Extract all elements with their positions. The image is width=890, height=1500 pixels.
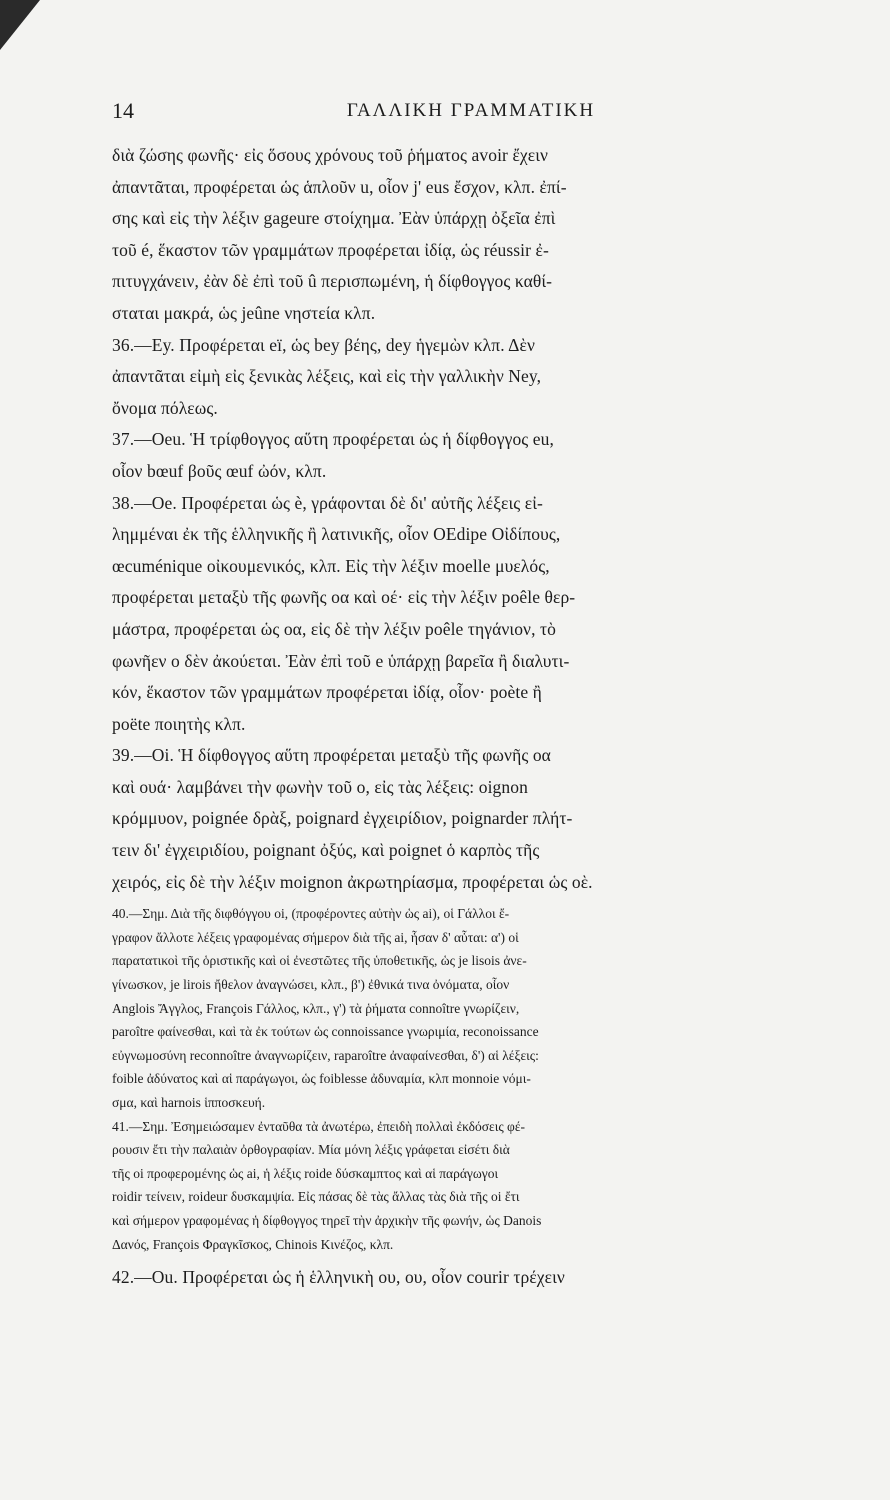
text-line: 39.—Oi. Ἡ δίφθογγος αὕτη προφέρεται μεταξὺ τῆς φωνῆς οα — [112, 745, 551, 766]
text-line: τειν δι' ἐγχειριδίου, poignant ὀξύς, καὶ poignet ὁ καρπὸς τῆς — [112, 840, 540, 861]
text-line: διὰ ζώσης φωνῆς· εἰς ὅσους χρόνους τοῦ ῥήματος avoir ἔχειν — [112, 145, 549, 165]
note-line: γίνωσκον, je lirois ἤθελον ἀναγνώσει, κλπ., β') ἐθνικά τινα ὀνόματα, οἷον — [112, 977, 510, 993]
page-number: 14 — [112, 98, 134, 123]
text-line: 37.—Oeu. Ἡ τρίφθογγος αὕτη προφέρεται ὡς ἡ δίφθογγος eu, — [112, 429, 554, 450]
note-line: γραφον ἄλλοτε λέξεις γραφομένας σήμερον διὰ τῆς ai, ἦσαν δ' αὗται: α') οἱ — [112, 929, 519, 945]
note-line: foible ἀδύνατος καὶ αἱ παράγωγοι, ὡς foiblesse ἀδυναμία, κλπ monnoie νόμι- — [112, 1071, 531, 1087]
text-line: μάστρα, προφέρεται ὡς οα, εἰς δὲ τὴν λέξιν poêle τηγάνιον, τὸ — [112, 618, 557, 639]
note-line: σμα, καὶ harnois ἱπποσκευή. — [112, 1095, 266, 1110]
note-line: paroître φαίνεσθαι, καὶ τὰ ἐκ τούτων ὡς connoissance γνωριμία, reconoissance — [112, 1024, 539, 1040]
text-line: œcuménique οἰκουμενικός, κλπ. Εἰς τὴν λέξιν moelle μυελός, — [112, 555, 550, 576]
text-line: ἀπαντᾶται εἰμὴ εἰς ξενικὰς λέξεις, καὶ εἰς τὴν γαλλικὴν Ney, — [112, 366, 542, 387]
footnote-paragraphs — [112, 902, 826, 1256]
text-line: 38.—Oe. Προφέρεται ὡς è, γράφονται δὲ δι' αὐτῆς λέξεις εἰ- — [112, 492, 543, 513]
main-paragraphs — [112, 140, 826, 898]
text-line: οἷον bœuf βοῦς œuf ὠόν, κλπ. — [112, 460, 327, 481]
text-line: κόν, ἕκαστον τῶν γραμμάτων προφέρεται ἰδίᾳ, οἷον· poète ἢ — [112, 682, 542, 703]
text-line: λημμέναι ἐκ τῆς ἑλληνικῆς ἢ λατινικῆς, οἷον OEdipe Οἰδίπους, — [112, 524, 561, 545]
note-line: Anglois Ἄγγλος, François Γάλλος, κλπ., γ') τὰ ῥήματα connoître γνωρίζειν, — [112, 1000, 520, 1016]
text-line: ὄνομα πόλεως. — [112, 397, 218, 418]
note-line: καὶ σήμερον γραφομένας ἡ δίφθογγος τηρεῖ τὴν ἀρχικὴν τῆς φωνήν, ὡς Danois — [112, 1212, 542, 1228]
note-line: Δανός, François Φραγκῖσκος, Chinois Κινέζος, κλπ. — [112, 1236, 394, 1252]
text-line: προφέρεται μεταξὺ τῆς φωνῆς οα καὶ οέ· εἰς τὴν λέξιν poêle θερ- — [112, 587, 576, 608]
note-line: roidir τείνειν, roideur δυσκαμψία. Εἰς πάσας δὲ τὰς ἄλλας τὰς διὰ τῆς oi ἔτι — [112, 1189, 520, 1205]
text-line: poëte ποιητὴς κλπ. — [112, 713, 246, 734]
note-line: παρατατικοὶ τῆς ὁριστικῆς καὶ οἱ ἐνεστῶτες τῆς ὑποθετικῆς, ὡς je lisois ἀνε- — [112, 953, 527, 969]
running-title: ΓΑΛΛΙΚΗ ΓΡΑΜΜΑΤΙΚΗ — [346, 100, 596, 121]
note-line: ρουσιν ἔτι τὴν παλαιὰν ὀρθογραφίαν. Μία μόνη λέξις γράφεται εἰσέτι διὰ — [112, 1142, 510, 1158]
text-line: σταται μακρά, ὡς jeûne νηστεία κλπ. — [112, 302, 376, 323]
text-line: τοῦ é, ἕκαστον τῶν γραμμάτων προφέρεται ἰδίᾳ, ὡς réussir ἐ- — [112, 239, 549, 260]
last-line: 42.—Ou. Προφέρεται ὡς ἡ ἑλληνικὴ ου, ου, οἷον courir τρέχειν — [112, 1267, 565, 1288]
text-line: καὶ ουά· λαμβάνει τὴν φωνὴν τοῦ ο, εἰς τὰς λέξεις: oignon — [112, 776, 528, 797]
page-header — [112, 98, 830, 132]
text-line: ἀπαντᾶται, προφέρεται ὡς ἁπλοῦν u, οἷον j' eus ἔσχον, κλπ. ἐπί- — [112, 176, 567, 197]
note-line: 41.—Σημ. Ἐσημειώσαμεν ἐνταῦθα τὰ ἀνωτέρω, ἐπειδὴ πολλαὶ ἐκδόσεις φέ- — [112, 1118, 526, 1134]
text-line: πιτυγχάνειν, ἐὰν δὲ ἐπὶ τοῦ û περισπωμένη, ἡ δίφθογγος καθί- — [112, 271, 553, 292]
note-line: 40.—Σημ. Διὰ τῆς διφθόγγου oi, (προφέροντες αὐτὴν ὡς ai), οἱ Γάλλοι ἔ- — [112, 906, 510, 922]
text-line: σης καὶ εἰς τὴν λέξιν gageure στοίχημα. Ἐὰν ὑπάρχῃ ὀξεῖα ἐπὶ — [112, 208, 556, 229]
text-line: 36.—Ey. Προφέρεται eï, ὡς bey βέης, dey ἡγεμὼν κλπ. Δὲν — [112, 334, 535, 355]
note-line: εὐγνωμοσύνη reconnoître ἀναγνωρίζειν, raparoître ἀναφαίνεσθαι, δ') αἱ λέξεις: — [112, 1047, 539, 1063]
text-line: χειρός, εἰς δὲ τὴν λέξιν moignon ἀκρωτηρίασμα, προφέρεται ὡς οὲ. — [112, 871, 593, 892]
text-line: φωνῆεν o δὲν ἀκούεται. Ἐὰν ἐπὶ τοῦ e ὑπάρχῃ βαρεῖα ἢ διαλυτι- — [112, 650, 570, 671]
text-line: κρόμμυον, poignée δρὰξ, poignard ἐγχειρίδιον, poignarder πλήτ- — [112, 808, 573, 829]
scan-corner-shadow — [0, 0, 40, 50]
page-body — [112, 140, 826, 1294]
note-line: τῆς oi προφερομένης ὡς ai, ἡ λέξις roide δύσκαμπτος καὶ αἱ παράγωγοι — [112, 1165, 499, 1181]
